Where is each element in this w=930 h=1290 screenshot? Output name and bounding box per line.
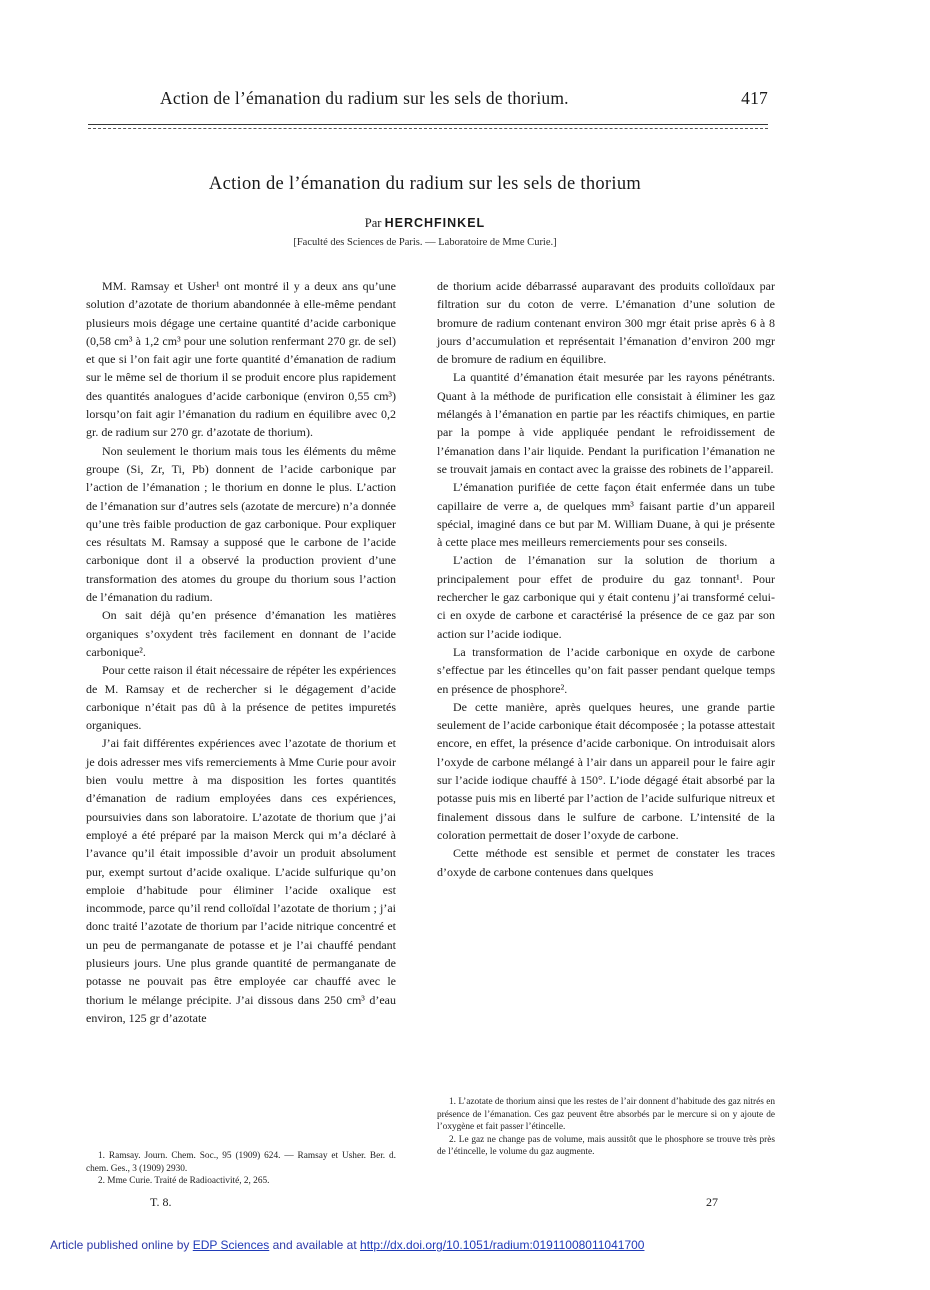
right-column (437, 277, 775, 881)
paragraph: L’action de l’émanation sur la solution de thorium a principalement pour effet de produire du gaz tonnant¹. Pour rechercher le gaz carbonique qui y était contenu j’ai transformé celui-ci en oxyde de carbone et caractérisé la présence de ce gaz par son action sur l’acide iodique. (437, 553, 775, 641)
paragraph: L’émanation purifiée de cette façon était enfermée dans un tube capillaire de verre a, de quelques mm³ faisant partie d’un appareil spécial, imaginé dans ce but par M. William Duane, à qui je présente à cette place mes meilleurs remerciements pour ses conseils. (437, 480, 775, 550)
running-head-title: Action de l’émanation du radium sur les sels de thorium. (160, 88, 569, 108)
left-column (86, 277, 396, 1027)
footnote: 1. Ramsay. Journ. Chem. Soc., 95 (1909) 624. — Ramsay et Usher. Ber. d. chem. Ges., 3 (1909) 2930. (86, 1151, 396, 1174)
footnote: 2. Le gaz ne change pas de volume, mais aussitôt que le phosphore se trouve très près de l’étincelle, le volume du gaz augmente. (437, 1134, 775, 1158)
sheet-number: 27 (706, 1195, 718, 1209)
header-rule (88, 124, 768, 125)
volume-mark: T. 8. (150, 1195, 172, 1209)
affiliation: [Faculté des Sciences de Paris. — Laboratoire de Mme Curie.] (293, 237, 557, 248)
header-rule-dashed (88, 128, 768, 129)
doi-link[interactable]: http://dx.doi.org/10.1051/radium:01911008011041700 (360, 1238, 645, 1252)
paragraph: De cette manière, après quelques heures, une grande partie seulement de l’acide carbonique était décomposée ; la potasse attestait encore, en effet, la présence d’acide carbonique. On introduisait alors l’oxyde de carbone mélangé à l’air dans un appareil pour le faire agir sur l’acide iodique chauffé à 150°. L’iode dégagé était absorbé par la potasse puis mis en liberté par l’action de l’acide sulfurique nitreux et finalement dissous dans le sulfure de carbone. L’intensité de la coloration permettait de doser l’oxyde de carbone. (437, 699, 775, 842)
footnote: 1. L’azotate de thorium ainsi que les restes de l’air donnent d’habitude des gaz nitrés en présence de l’émanation. Ces gaz peuvent être absorbés par le mercure si on y ajoute de l’oxygène et fait passer l’étincelle. (437, 1097, 775, 1133)
running-head (88, 88, 768, 109)
paragraph-continuation: de thorium acide débarrassé auparavant des produits colloïdaux par filtration sur du coton de verre. L’émanation d’une solution de bromure de radium contenant environ 300 mgr était prise après 6 à 8 jours d’accumulation et représentait l’émanation d’environ 200 mgr de bromure de radium en équilibre. (437, 279, 775, 367)
link-middle: and available at (272, 1238, 357, 1252)
paragraph: La quantité d’émanation était mesurée par les rayons pénétrants. Quant à la méthode de purification elle consistait à éliminer les gaz mélangés à l’émanation en partie par les réactifs chimiques, en partie par la pompe à vide appliquée pendant le refroidissement de l’émanation dans l’air liquide. Pendant la purification l’émanation ne se trouvait jamais en contact avec la graisse des robinets de l’appareil. (437, 370, 775, 476)
page-number: 417 (741, 88, 768, 108)
paragraph: La transformation de l’acide carbonique en oxyde de carbone s’effectue par les étincelles qu’on fait passer pendant quelque temps en présence de phosphore². (437, 644, 775, 696)
paragraph: Pour cette raison il était nécessaire de répéter les expériences de M. Ramsay et de rechercher si le dégagement d’acide carbonique n’était pas dû à la présence de petites impuretés organiques. (86, 663, 396, 733)
footnote: 2. Mme Curie. Traité de Radioactivité, 2, 265. (98, 1176, 270, 1187)
author-name: HERCHFINKEL (384, 216, 486, 230)
article-link-bar (50, 1238, 644, 1252)
paragraph: MM. Ramsay et Usher¹ ont montré il y a deux ans qu’une solution d’azotate de thorium abandonnée à elle-même pendant plusieurs mois dégage une certaine quantité d’acide carbonique (0,58 cm³ à 1,2 cm³ pour une solution renfermant 270 gr. de sel) et que si l’on fait agir une forte quantité d’émanation de radium sur le même sel de thorium il se produit encore plus rapidement des quantités analogues d’acide carbonique (environ 0,55 cm³) lorsqu’on fait agir l’émanation du radium en équilibre avec 0,2 gr. de radium sur 270 gr. d’azotate de thorium). (86, 279, 396, 440)
paragraph: Non seulement le thorium mais tous les éléments du même groupe (Si, Zr, Ti, Pb) donnent de l’acide carbonique par l’action de l’émanation ; le thorium en donne le plus. L’action de l’émanation sur d’autres sels (azotate de mercure) n’a donnée qu’une très faible production de gaz carbonique. Pour expliquer ces résultats M. Ramsay a supposé que le carbone de l’acide carbonique dont il a observé la production provient d’une transformation des atomes du groupe du thorium sous l’action de l’émanation du radium. (86, 443, 396, 605)
footnotes-left (86, 1150, 396, 1188)
publisher-link[interactable]: EDP Sciences (192, 1238, 270, 1252)
byline (0, 216, 850, 231)
byline-prefix: Par (364, 216, 382, 230)
article-title: Action de l’émanation du radium sur les sels de thorium (208, 174, 642, 194)
footnotes-right (437, 1096, 775, 1159)
paragraph: Cette méthode est sensible et permet de constater les traces d’oxyde de carbone contenues dans quelques (437, 846, 775, 879)
paragraph: J’ai fait différentes expériences avec l’azotate de thorium et je dois adresser mes vifs remerciements à Mme Curie pour avoir bien voulu mettre à ma disposition les fortes quantités d’émanation de radium employées dans ces expériences, poursuivies dans son laboratoire. L’azotate de thorium que j’ai employé a été préparé par la maison Merck qui m’a déclaré à l’avance qu’il était impossible d’avoir un produit absolument pur, exempt surtout d’acide oxalique. L’acide sulfurique qu’on emploie d’habitude pour éliminer l’acide oxalique est incommode, parce qu’il rend colloïdal l’azotate de thorium ; j’ai donc traité l’azotate de thorium par l’acide nitrique concentré et un peu de permanganate de potasse et je l’ai chauffé pendant plusieurs jours. Une plus grande quantité de permanganate de potasse ne pouvait pas être employée car chauffé avec le thorium le mélange précipite. J’ai dissous dans 250 cm³ d’eau environ, 125 gr d’azotate (86, 736, 396, 1025)
paragraph: On sait déjà qu’en présence d’émanation les matières organiques s’oxydent très facilement en donnant de l’acide carbonique². (86, 608, 396, 659)
link-prefix: Article published online by (50, 1238, 190, 1252)
